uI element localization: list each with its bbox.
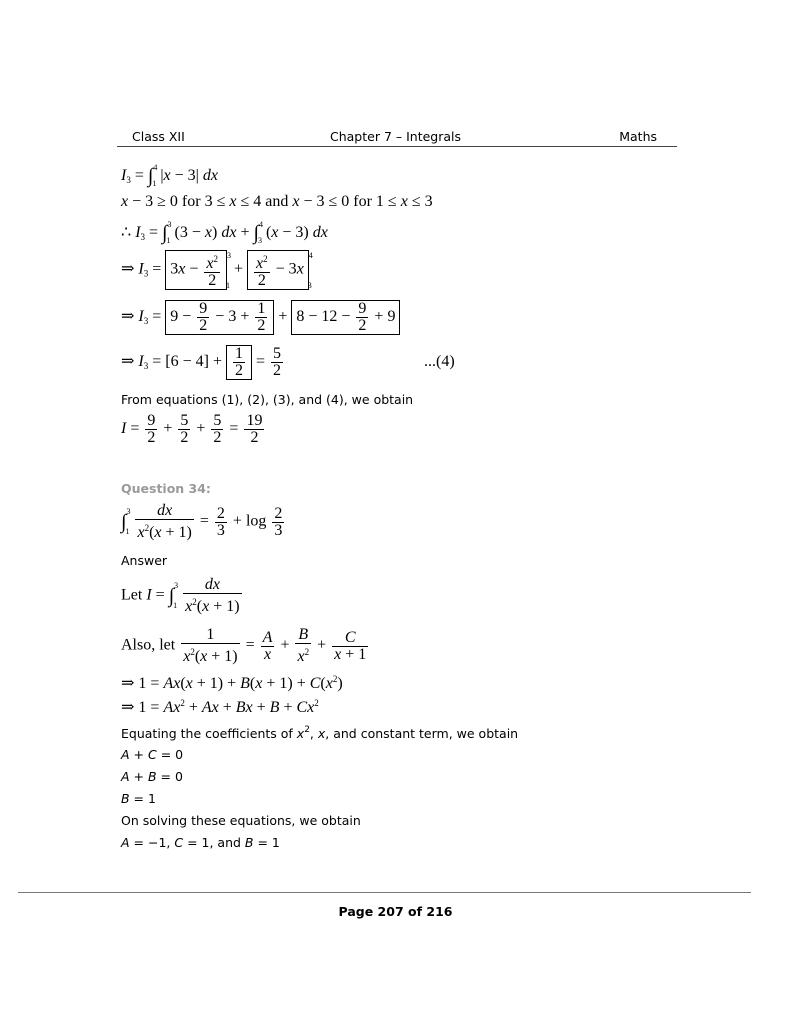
answer-solution: A = −1, C = 1, and B = 1 — [121, 835, 280, 850]
answer-eq1: A + C = 0 — [121, 747, 184, 762]
header-class: Class XII — [132, 129, 185, 144]
equation-sign-condition: x − 3 ≥ 0 for 3 ≤ x ≤ 4 and x − 3 ≤ 0 for 1 ≤ x ≤ 3 — [121, 193, 433, 210]
answer-partial-fractions: Also, let $\frac{1}{x^2(x + 1)}$ = $\frac{A}{x}$ + $\frac{B}{x^2}$ + $\frac{C}{x + 1}$ — [121, 626, 367, 665]
equation-tag: ...(4) — [424, 353, 455, 370]
equation-split-integral: ∴ $I_3 = \int^3_1$ (3 − x) dx + ∫$^4_3$ (x − 3) dx — [121, 220, 328, 245]
header-subject: Maths — [619, 129, 657, 144]
text-from-equations: From equations (1), (2), (3), and (4), we obtain — [121, 392, 414, 407]
equation-i3-definition: $I_3 = \int^4_1$ |x − 3| dx — [121, 163, 218, 188]
page-number: Page 207 of 216 — [338, 904, 453, 919]
footer-divider — [18, 892, 751, 893]
answer-eq2: A + B = 0 — [121, 769, 183, 784]
answer-expand-1: ⇒ $1 = Ax(x + 1) + B(x + 1) + C(x^2)$ — [121, 674, 343, 692]
page-header — [117, 129, 677, 147]
answer-equating-text: Equating the coefficients of $x^2$, x, and constant term, we obtain — [121, 725, 519, 741]
question-statement: ∫$^3_1$ $\frac{dx}{x^2(x + 1)}$ = $\frac{2}{3}$ + log $\frac{2}{3}$ — [121, 502, 283, 541]
equation-i3-result: ⇒ $I_3 = [6 - 4]$ + $\frac{1}{2}$ = $\frac{5}{2}$ — [121, 345, 281, 379]
answer-eq3: B = 1 — [121, 791, 156, 806]
answer-let-i: Let I = ∫$^3_1$ $\frac{dx}{x^2(x + 1)}$ — [121, 576, 240, 615]
answer-expand-2: ⇒ $1 = Ax^2 + Ax + Bx + B + Cx^2$ — [121, 698, 319, 716]
header-divider — [117, 146, 677, 147]
equation-final-i: I = $\frac{9}{2}$ + $\frac{5}{2}$ + $\frac{5}{2}$ = $\frac{19}{2}$ — [121, 412, 263, 446]
equation-antiderivative: ⇒ $I_3 = 3x$ − $\frac{x^2}{2}$ $^3_1$ + $\frac{x^2}{2}$ − $3x^4_3$ — [121, 250, 313, 290]
question-title: Question 34: — [121, 481, 211, 496]
answer-solving-text: On solving these equations, we obtain — [121, 813, 361, 828]
answer-label: Answer — [121, 553, 168, 568]
equation-substitution: ⇒ $I_3 = 9$ − $\frac{9}{2}$ − 3 + $\frac{1}{2}$ + 8 − 12 − $\frac{9}{2}$ + 9 — [121, 300, 400, 335]
header-chapter: Chapter 7 – Integrals — [330, 129, 462, 144]
